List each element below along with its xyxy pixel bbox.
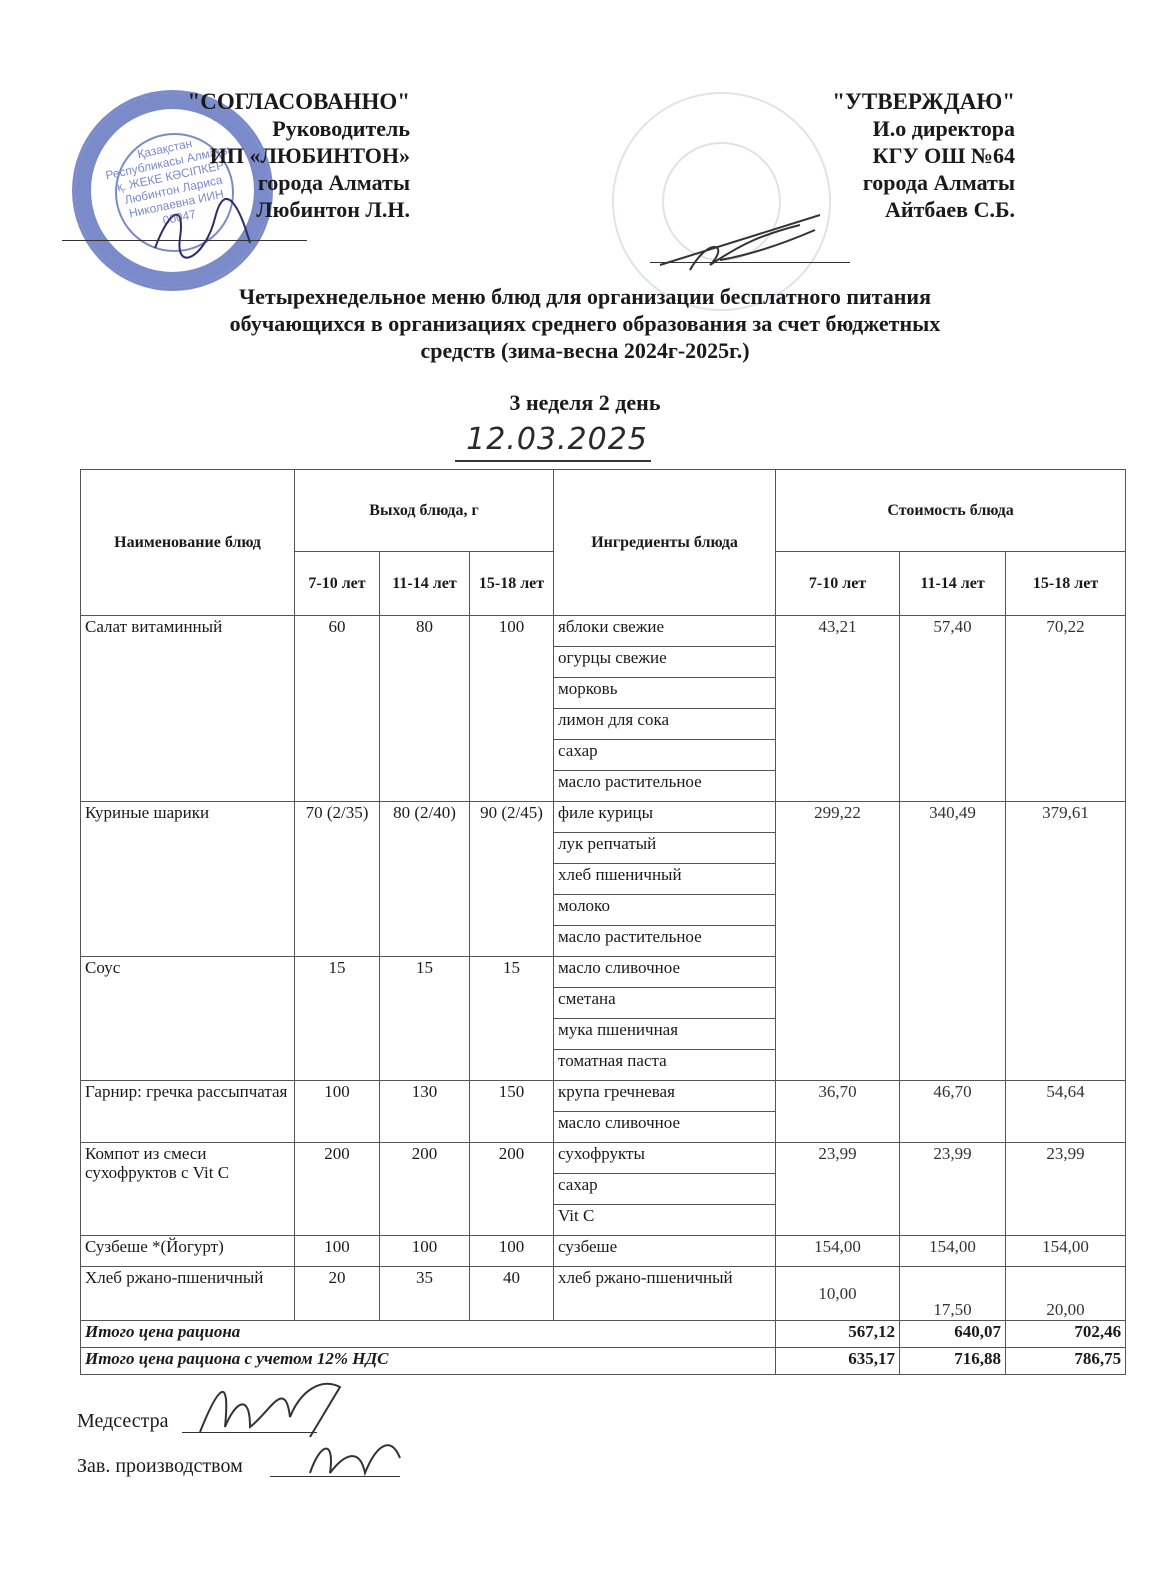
dish-name: Салат витаминный <box>81 616 295 802</box>
ingredient: мука пшеничная <box>554 1019 776 1050</box>
dish-output-11-14: 130 <box>380 1081 470 1143</box>
total-row <box>81 1321 1126 1348</box>
dish-name: Сузбеше *(Йогурт) <box>81 1236 295 1267</box>
dish-cost-11-14: 57,40 <box>900 616 1006 802</box>
dish-output-15-18: 40 <box>470 1267 554 1321</box>
stamp-left-text: Қазақстан Республикасы Алматы қ. ЖЕКЕ КӘСІПКЕР Любинтон Лариса Николаевна ИИН 00047 <box>104 136 232 228</box>
dish-output-15-18: 100 <box>470 616 554 802</box>
total-value-7-10: 567,12 <box>776 1321 900 1348</box>
dish-cost-11-14: 154,00 <box>900 1236 1006 1267</box>
title-line-2: обучающихся в организациях среднего образования за счет бюджетных <box>229 311 941 336</box>
table-row <box>81 802 1126 833</box>
ingredient: лук репчатый <box>554 833 776 864</box>
dish-cost-11-14: 46,70 <box>900 1081 1006 1143</box>
header-output-age-11-14: 11-14 лет <box>380 552 470 616</box>
handwritten-date: 12.03.2025 <box>466 422 648 457</box>
approved-signature <box>650 205 830 280</box>
dish-cost-7-10: 36,70 <box>776 1081 900 1143</box>
approved-position: И.о директора <box>872 116 1015 141</box>
dish-cost-7-10: 43,21 <box>776 616 900 802</box>
ingredient: огурцы свежие <box>554 647 776 678</box>
agreed-person: Любинтон Л.Н. <box>256 197 410 222</box>
dish-name: Компот из смеси сухофруктов с Vit C <box>81 1143 295 1236</box>
table-row <box>81 1236 1126 1267</box>
week-day-label: 3 неделя 2 день <box>509 390 661 415</box>
ingredient: крупа гречневая <box>554 1081 776 1112</box>
dish-output-11-14: 80 <box>380 616 470 802</box>
dish-output-11-14: 15 <box>380 957 470 1081</box>
table-header-row-1 <box>81 470 1126 552</box>
table-row <box>81 1143 1126 1174</box>
ingredient: сметана <box>554 988 776 1019</box>
header-dish-name: Наименование блюд <box>81 470 295 616</box>
dish-output-15-18: 100 <box>470 1236 554 1267</box>
dish-output-7-10: 15 <box>295 957 380 1081</box>
dish-output-15-18: 150 <box>470 1081 554 1143</box>
header-cost-age-7-10: 7-10 лет <box>776 552 900 616</box>
dish-output-15-18: 15 <box>470 957 554 1081</box>
ingredient: масло сливочное <box>554 957 776 988</box>
dish-output-7-10: 60 <box>295 616 380 802</box>
ingredient: яблоки свежие <box>554 616 776 647</box>
dish-name: Куриные шарики <box>81 802 295 957</box>
dish-output-7-10: 200 <box>295 1143 380 1236</box>
ingredient: сузбеше <box>554 1236 776 1267</box>
total-vat-value-15-18: 786,75 <box>1006 1348 1126 1375</box>
header-output: Выход блюда, г <box>295 470 554 552</box>
dish-name: Хлеб ржано-пшеничный <box>81 1267 295 1321</box>
dish-output-15-18: 90 (2/45) <box>470 802 554 957</box>
approval-block-approved <box>700 88 1015 223</box>
ingredient: морковь <box>554 678 776 709</box>
total-value-15-18: 702,46 <box>1006 1321 1126 1348</box>
ingredient: сахар <box>554 1174 776 1205</box>
dish-cost-15-18: 154,00 <box>1006 1236 1126 1267</box>
total-value-11-14: 640,07 <box>900 1321 1006 1348</box>
dish-output-7-10: 20 <box>295 1267 380 1321</box>
total-vat-value-7-10: 635,17 <box>776 1348 900 1375</box>
header-cost-age-15-18: 15-18 лет <box>1006 552 1126 616</box>
total-label: Итого цена рациона <box>81 1321 776 1348</box>
dish-cost-7-10: 10,00 <box>776 1267 900 1321</box>
ingredient: филе курицы <box>554 802 776 833</box>
table-row <box>81 616 1126 647</box>
dish-cost-7-10: 299,22 <box>776 802 900 1081</box>
ingredient: сухофрукты <box>554 1143 776 1174</box>
dish-cost-15-18: 379,61 <box>1006 802 1126 1081</box>
production-head-label: Зав. производством <box>77 1455 243 1477</box>
dish-output-7-10: 100 <box>295 1081 380 1143</box>
agreed-organization: ИП «ЛЮБИНТОН» <box>209 143 410 168</box>
total-vat-row <box>81 1348 1126 1375</box>
menu-table <box>80 469 1126 1375</box>
dish-cost-11-14: 23,99 <box>900 1143 1006 1236</box>
ingredient: Vit C <box>554 1205 776 1236</box>
dish-cost-15-18: 54,64 <box>1006 1081 1126 1143</box>
dish-output-15-18: 200 <box>470 1143 554 1236</box>
ingredient: масло сливочное <box>554 1112 776 1143</box>
approved-person: Айтбаев С.Б. <box>885 197 1015 222</box>
dish-cost-15-18: 20,00 <box>1006 1267 1126 1321</box>
dish-output-11-14: 200 <box>380 1143 470 1236</box>
ingredient: хлеб ржано-пшеничный <box>554 1267 776 1321</box>
dish-cost-15-18: 23,99 <box>1006 1143 1126 1236</box>
dish-cost-15-18: 70,22 <box>1006 616 1126 802</box>
header-cost-age-11-14: 11-14 лет <box>900 552 1006 616</box>
ingredient: молоко <box>554 895 776 926</box>
agreed-position: Руководитель <box>272 116 410 141</box>
dish-cost-11-14: 17,50 <box>900 1267 1006 1321</box>
dish-output-11-14: 80 (2/40) <box>380 802 470 957</box>
dish-cost-7-10: 154,00 <box>776 1236 900 1267</box>
title-line-1: Четырехнедельное меню блюд для организации бесплатного питания <box>238 284 931 309</box>
production-head-signature <box>300 1428 410 1483</box>
date-underline <box>455 460 651 462</box>
total-vat-value-11-14: 716,88 <box>900 1348 1006 1375</box>
ingredient: лимон для сока <box>554 709 776 740</box>
agreed-signature <box>150 198 260 268</box>
nurse-label: Медсестра <box>77 1410 169 1432</box>
ingredient: томатная паста <box>554 1050 776 1081</box>
title-line-3: средств (зима-весна 2024г-2025г.) <box>420 338 750 363</box>
table-row <box>81 1267 1126 1321</box>
header-ingredients: Ингредиенты блюда <box>554 470 776 616</box>
document-title <box>80 283 1090 364</box>
header-output-age-15-18: 15-18 лет <box>470 552 554 616</box>
dish-output-11-14: 100 <box>380 1236 470 1267</box>
total-vat-label: Итого цена рациона с учетом 12% НДС <box>81 1348 776 1375</box>
dish-name: Гарнир: гречка рассыпчатая <box>81 1081 295 1143</box>
dish-output-7-10: 100 <box>295 1236 380 1267</box>
ingredient: масло растительное <box>554 771 776 802</box>
table-row <box>81 1081 1126 1112</box>
approved-city: города Алматы <box>862 170 1015 195</box>
agreed-city: города Алматы <box>257 170 410 195</box>
header-output-age-7-10: 7-10 лет <box>295 552 380 616</box>
ingredient: сахар <box>554 740 776 771</box>
dish-output-7-10: 70 (2/35) <box>295 802 380 957</box>
ingredient: масло растительное <box>554 926 776 957</box>
approved-organization: КГУ ОШ №64 <box>872 143 1015 168</box>
dish-output-11-14: 35 <box>380 1267 470 1321</box>
dish-name: Соус <box>81 957 295 1081</box>
dish-cost-11-14: 340,49 <box>900 802 1006 1081</box>
agreed-heading: "СОГЛАСОВАННО" <box>187 89 410 114</box>
approved-heading: "УТВЕРЖДАЮ" <box>832 89 1015 114</box>
header-cost: Стоимость блюда <box>776 470 1126 552</box>
ingredient: хлеб пшеничный <box>554 864 776 895</box>
dish-cost-7-10: 23,99 <box>776 1143 900 1236</box>
